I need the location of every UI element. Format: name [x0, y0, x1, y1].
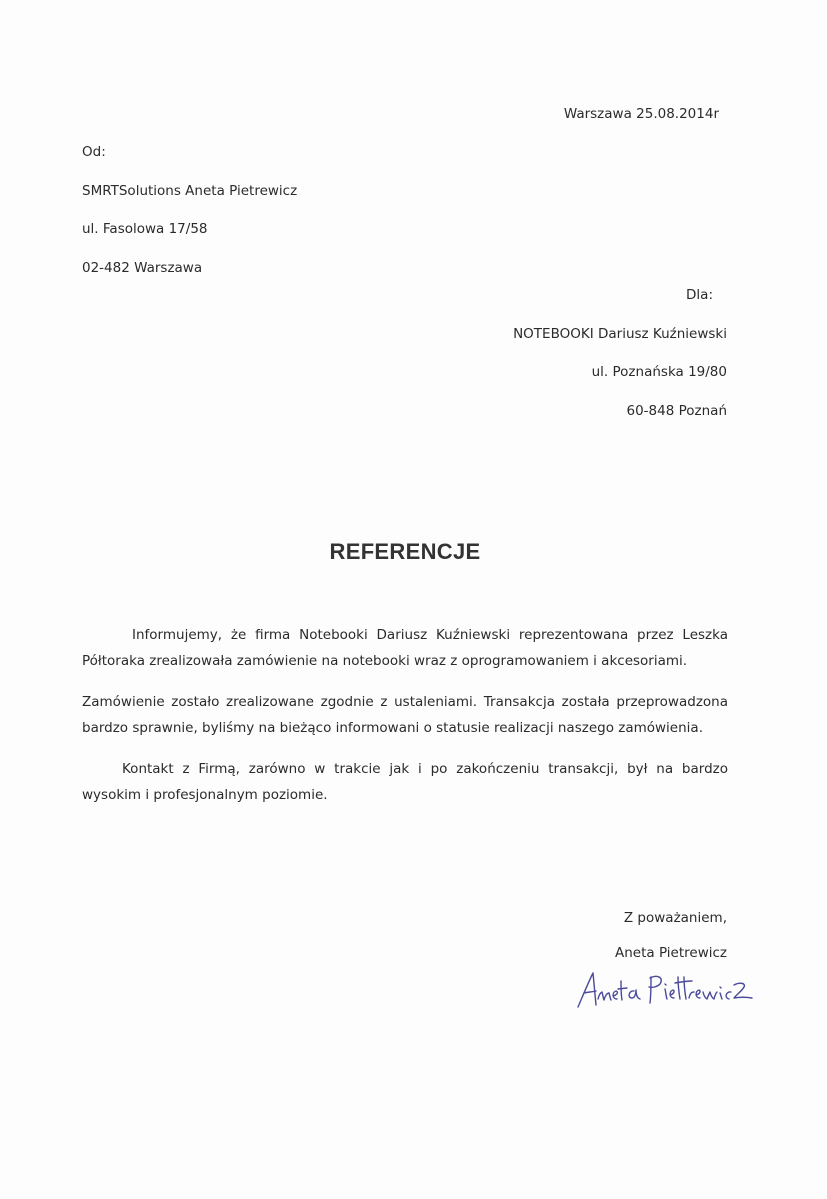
handwritten-signature [574, 965, 774, 1015]
recipient-name: NOTEBOOKI Dariusz Kuźniewski [513, 325, 727, 342]
sender-block [82, 143, 297, 297]
letter-title: REFERENCJE [329, 539, 481, 564]
recipient-label: Dla: [686, 287, 713, 303]
body-paragraph: Kontakt z Firmą, zarówno w trakcie jak i po zakończeniu transakcji, był na bardzo wysokim i profesjonalnym poziomie. [82, 761, 728, 803]
letter-date: Warszawa 25.08.2014r [563, 106, 719, 122]
sender-name: SMRTSolutions Aneta Pietrewicz [82, 182, 298, 199]
sender-label: Od: [82, 144, 106, 160]
sender-city: 02-482 Warszawa [82, 259, 203, 276]
body-paragraph: Zamówienie zostało zrealizowane zgodnie z ustaleniami. Transakcja została przeprowadzona bardzo sprawnie, byliśmy na bieżąco informowani o statusie realizacji naszego zamówienia. [82, 694, 728, 736]
recipient-city: 60-848 Poznań [626, 402, 727, 419]
sender-street: ul. Fasolowa 17/58 [82, 221, 208, 237]
body-paragraph: Informujemy, że firma Notebooki Dariusz Kuźniewski reprezentowana przez Leszka Półtoraka zrealizowała zamówienie na notebooki wraz z oprogramowaniem i akcesoriami. [82, 627, 728, 669]
letter-body [82, 622, 728, 823]
recipient-block [0, 286, 727, 440]
recipient-street: ul. Poznańska 19/80 [591, 364, 727, 380]
closing-name: Aneta Pietrewicz [614, 945, 727, 961]
closing-salutation: Z poważaniem, [623, 910, 727, 926]
